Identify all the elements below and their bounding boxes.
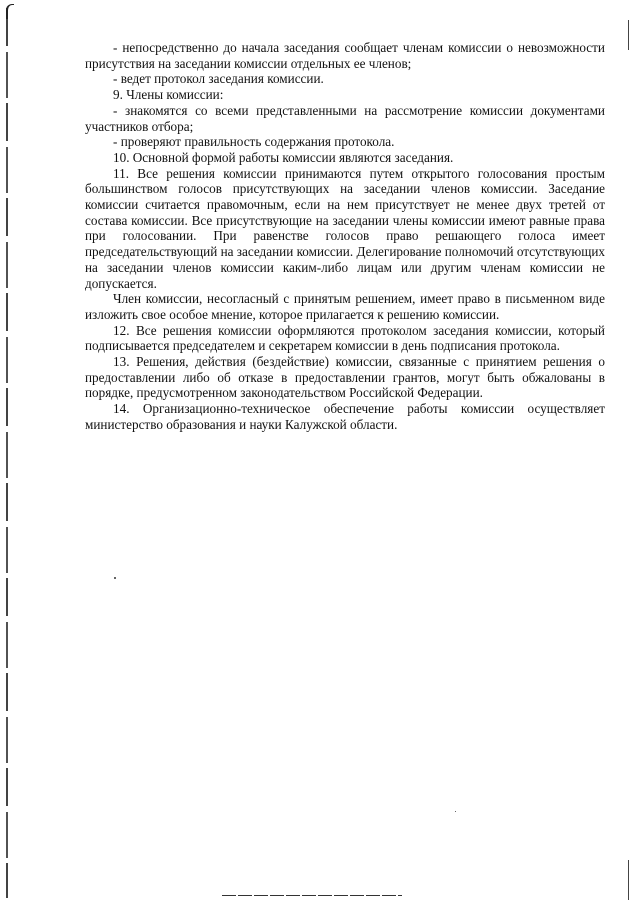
scan-edge-artifact-right — [628, 20, 629, 50]
paragraph-item-9: 9. Члены комиссии: — [113, 87, 224, 103]
scan-speck — [455, 811, 456, 812]
paragraph-keeps-minutes: - ведет протокол заседания комиссии. — [113, 71, 324, 87]
paragraph-item-13: 13. Решения, действия (бездействие) комиссии, связанные с принятием решения о предоставлении либо об отказе в предоставлении грантов, могут быть обжалованы в порядке, предусмотренном законодательством Российской Федерации. — [85, 354, 605, 401]
scan-edge-artifact-right-bottom — [628, 860, 629, 900]
document-body — [85, 40, 605, 433]
scan-speck — [114, 577, 116, 579]
paragraph-review-documents: - знакомятся со всеми представленными на рассмотрение комиссии документами участников отбора; — [85, 102, 605, 134]
paragraph-item-11: 11. Все решения комиссии принимаются путем открытого голосования простым большинством голосов присутствующих на заседании членов комиссии. Заседание комиссии считается правомочным, если на нем присутствует не менее двух третей от состава комиссии. Все присутствующие на заседании члены комиссии имеют равные права при голосовании. При равенстве голосов право решающего голоса имеет председательствующий на заседании комиссии. Делегирование полномочий отсутствующих на заседании членов комиссии каким-либо лицам или другим членам комиссии не допускается. — [85, 165, 606, 291]
paragraph-check-minutes: - проверяют правильность содержания протокола. — [113, 134, 395, 150]
scan-edge-artifact — [6, 8, 8, 898]
paragraph-item-10: 10. Основной формой работы комиссии являются заседания. — [113, 149, 454, 165]
paragraph-item-14: 14. Организационно-техническое обеспечение работы комиссии осуществляет министерство образования и науки Калужской области. — [85, 401, 605, 432]
footer-rule — [222, 895, 402, 896]
paragraph-item-12: 12. Все решения комиссии оформляются протоколом заседания комиссии, который подписывается председателем и секретарем комиссии в день подписания протокола. — [85, 322, 605, 354]
paragraph-dissent: Член комиссии, несогласный с принятым решением, имеет право в письменном виде изложить свое особое мнение, которое прилагается к решению комиссии. — [85, 291, 605, 322]
paragraph-chair-notifies: - непосредственно до начала заседания сообщает членам комиссии о невозможности присутствия на заседании комиссии отдельных ее членов; — [85, 40, 605, 71]
